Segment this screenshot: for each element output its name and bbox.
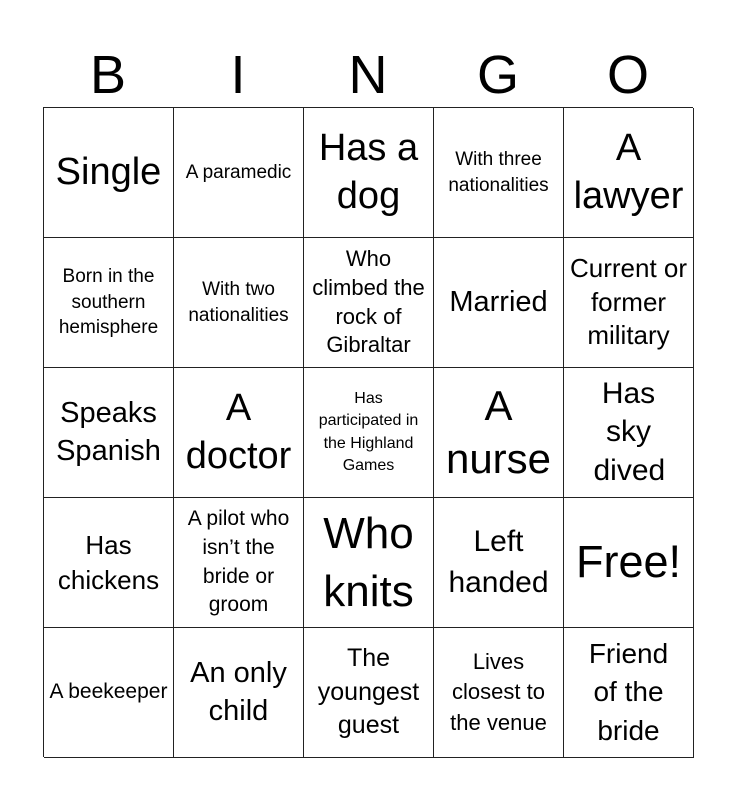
cell-text: Born in the southern hemisphere — [58, 265, 159, 339]
bingo-cell[interactable] — [44, 238, 174, 368]
cell-text: Has participated in the Highland Games — [318, 390, 419, 474]
bingo-cell[interactable] — [434, 238, 564, 368]
bingo-cell[interactable] — [434, 628, 564, 758]
header-letter-b: B — [89, 45, 127, 105]
cell-text: A beekeeper — [49, 680, 168, 704]
bingo-cell[interactable] — [174, 238, 304, 368]
cell-text: Speaks Spanish — [56, 397, 161, 467]
bingo-cell[interactable] — [174, 108, 304, 238]
bingo-cell[interactable] — [564, 108, 694, 238]
bingo-cell[interactable] — [304, 238, 434, 368]
cell-text: A nurse — [445, 382, 552, 482]
bingo-cell[interactable] — [564, 368, 694, 498]
cell-text: Single — [55, 151, 162, 194]
bingo-cell[interactable] — [304, 108, 434, 238]
bingo-cell[interactable] — [44, 108, 174, 238]
cell-text: Has a dog — [318, 127, 419, 217]
bingo-cell[interactable] — [44, 368, 174, 498]
bingo-cell[interactable] — [564, 628, 694, 758]
header-letter-o: O — [606, 45, 649, 105]
cell-text: Married — [449, 285, 548, 318]
cell-text: Has chickens — [57, 530, 160, 595]
bingo-cell[interactable] — [174, 628, 304, 758]
cell-text: A pilot who isn’t the bride or groom — [187, 507, 290, 617]
bingo-header — [43, 42, 693, 108]
bingo-cell[interactable] — [434, 368, 564, 498]
bingo-cell[interactable] — [174, 368, 304, 498]
cell-text: The youngest guest — [317, 644, 420, 740]
header-letter-i: I — [230, 45, 246, 105]
bingo-cell[interactable] — [564, 498, 694, 628]
bingo-cell[interactable] — [304, 368, 434, 498]
cell-text: Left handed — [448, 525, 549, 599]
cell-text: Has sky dived — [593, 376, 666, 487]
cell-text: Lives closest to the venue — [450, 648, 547, 735]
cell-text: Free! — [575, 536, 682, 588]
cell-text: Who climbed the rock of Gibraltar — [312, 246, 425, 358]
bingo-cell[interactable] — [434, 498, 564, 628]
cell-text: A doctor — [185, 387, 292, 477]
cell-text: A lawyer — [573, 127, 684, 217]
bingo-cell[interactable] — [304, 628, 434, 758]
bingo-cell[interactable] — [564, 238, 694, 368]
cell-text: A paramedic — [185, 161, 292, 183]
bingo-cell[interactable] — [44, 628, 174, 758]
bingo-cell[interactable] — [174, 498, 304, 628]
cell-text: Who knits — [323, 509, 414, 616]
cell-text: With two nationalities — [188, 278, 289, 326]
bingo-board — [43, 107, 693, 757]
header-letter-g: G — [476, 45, 519, 105]
bingo-cell[interactable] — [304, 498, 434, 628]
cell-text: With three nationalities — [448, 148, 549, 196]
cell-text: Friend of the bride — [588, 638, 669, 746]
bingo-cell[interactable] — [44, 498, 174, 628]
cell-text: Current or former military — [569, 252, 688, 351]
bingo-cell[interactable] — [434, 108, 564, 238]
cell-text: An only child — [190, 656, 287, 727]
header-letter-n: N — [348, 45, 388, 105]
